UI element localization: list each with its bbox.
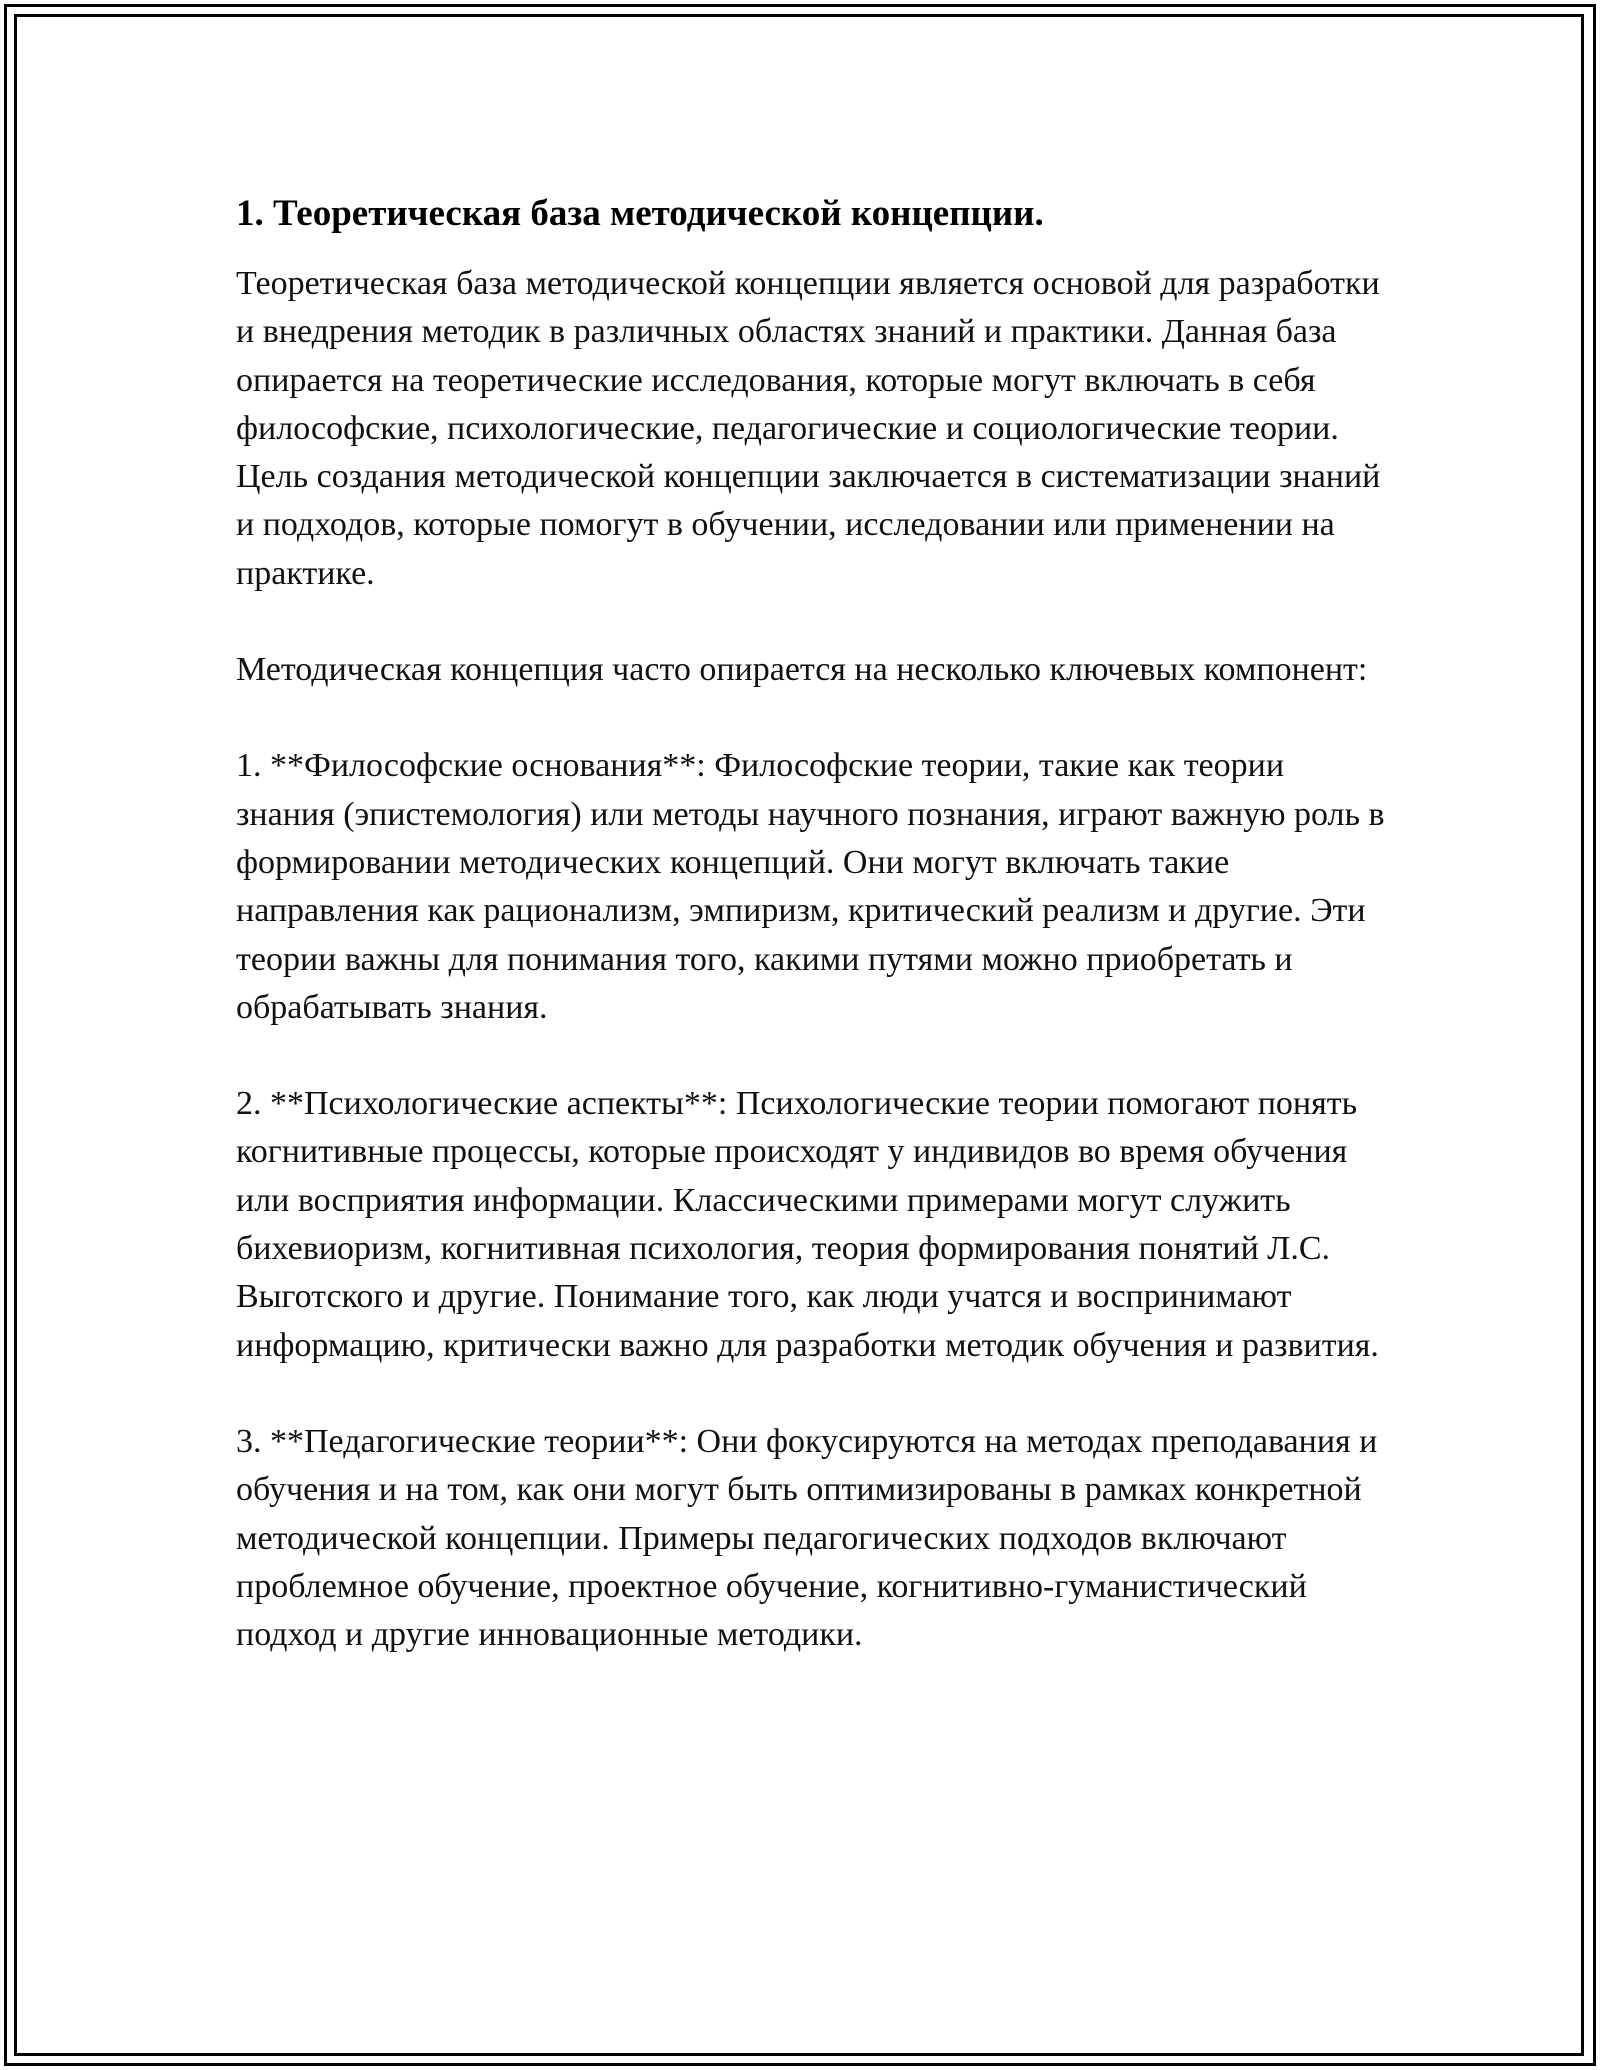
- document-title: 1. Теоретическая база методической концепции.: [236, 193, 1044, 234]
- document-body: [236, 188, 1386, 1659]
- paragraph-components-lead: Методическая концепция часто опирается на несколько ключевых компонент:: [236, 651, 1368, 689]
- paragraph-psychological-aspects: 2. **Психологические аспекты**: Психологические теории помогают понять когнитивные процессы, которые происходят у индивидов во время обучения или восприятия информации. Классическими примерами могут служить бихевиоризм, когнитивная психология, теория формирования понятий Л.С. Выготского и другие. Понимание того, как люди учатся и воспринимают информацию, критически важно для разработки методик обучения и развития.: [236, 1085, 1379, 1364]
- paragraph-intro: Теоретическая база методической концепции является основой для разработки и внедрения методик в различных областях знаний и практики. Данная база опирается на теоретические исследования, которые могут включать в себя философские, психологические, педагогические и социологические теории. Цель создания методической концепции заключается в систематизации знаний и подходов, которые помогут в обучении, исследовании или применении на практике.: [236, 265, 1381, 592]
- paragraph-philosophical-foundations: 1. **Философские основания**: Философские теории, такие как теории знания (эпистемология) или методы научного познания, играют важную роль в формировании методических концепций. Они могут включать такие направления как рационализм, эмпиризм, критический реализм и другие. Эти теории важны для понимания того, какими путями можно приобретать и обрабатывать знания.: [236, 747, 1385, 1026]
- paragraph-pedagogical-theories: 3. **Педагогические теории**: Они фокусируются на методах преподавания и обучения и на том, как они могут быть оптимизированы в рамках конкретной методической концепции. Примеры педагогических подходов включают проблемное обучение, проектное обучение, когнитивно-гуманистический подход и другие инновационные методики.: [236, 1422, 1378, 1654]
